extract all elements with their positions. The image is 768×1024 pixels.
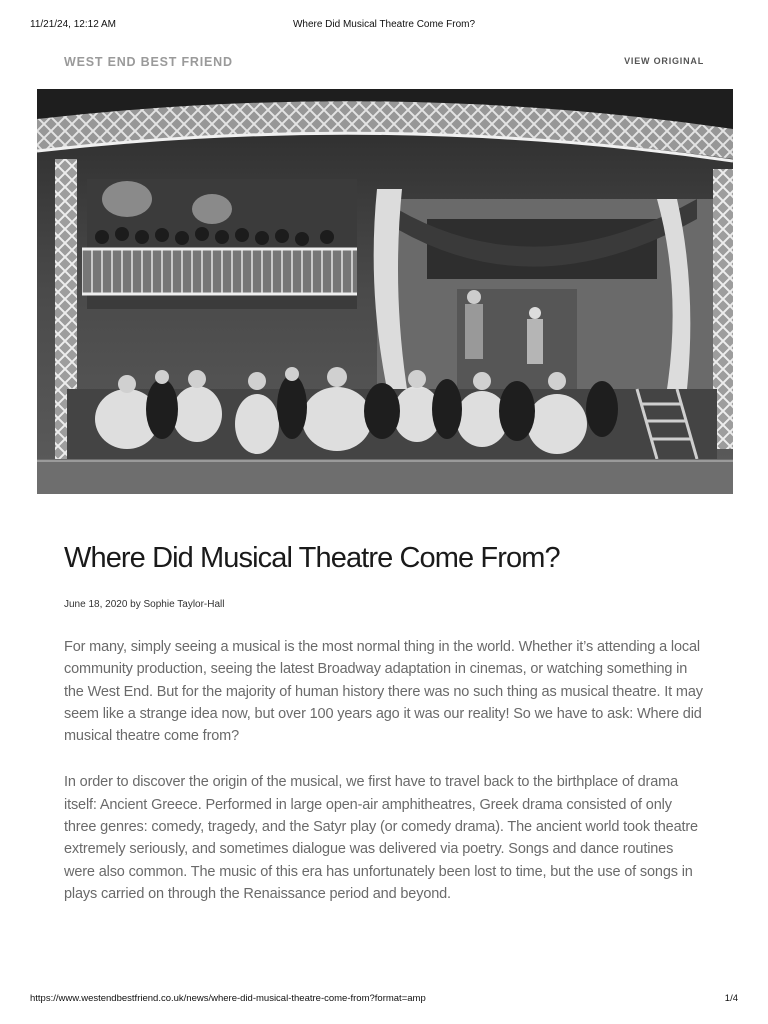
print-url: https://www.westendbestfriend.co.uk/news/where-did-musical-theatre-come-from?format=amp	[30, 993, 426, 1004]
theatre-stage-photo	[37, 89, 733, 494]
article-byline	[64, 599, 224, 610]
site-header	[64, 54, 704, 72]
print-page-title: Where Did Musical Theatre Come From?	[292, 19, 476, 30]
author-link[interactable]: Sophie Taylor-Hall	[143, 599, 225, 610]
article-paragraph: For many, simply seeing a musical is the most normal thing in the world. Whether it’s attending a local community production, seeing the latest Broadway adaptation in cinemas, or watching something in the West End. But for the majority of human history there was no such thing as musical theatre. It may seem like a strange idea now, but over 100 years ago it was our reality! So we have to ask: Where did musical theatre come from?	[64, 639, 703, 745]
brand-link[interactable]: WEST END BEST FRIEND	[64, 55, 233, 69]
print-timestamp: 11/21/24, 12:12 AM	[30, 19, 116, 30]
byline-by: by	[130, 599, 141, 610]
print-header	[0, 19, 768, 33]
article-paragraph: In order to discover the origin of the musical, we first have to travel back to the birthplace of drama itself: Ancient Greece. Performed in large open-air amphitheatres, Greek drama consisted of only three genres: comedy, tragedy, and the Satyr play (or comedy drama). The ancient world took theatre extremely seriously, and sometimes dialogue was delivered via poetry. Songs and dance routines were also common. The music of this era has unfortunately been lost to time, but the use of songs in plays carried on through the Renaissance period and beyond.	[64, 774, 698, 902]
view-original-link[interactable]: VIEW ORIGINAL	[624, 56, 704, 66]
print-page-number: 1/4	[724, 993, 738, 1004]
article-date: June 18, 2020	[64, 599, 128, 610]
article-title: Where Did Musical Theatre Come From?	[64, 542, 560, 574]
article-body	[64, 636, 704, 929]
print-footer	[0, 993, 768, 1007]
hero-image	[37, 89, 733, 494]
